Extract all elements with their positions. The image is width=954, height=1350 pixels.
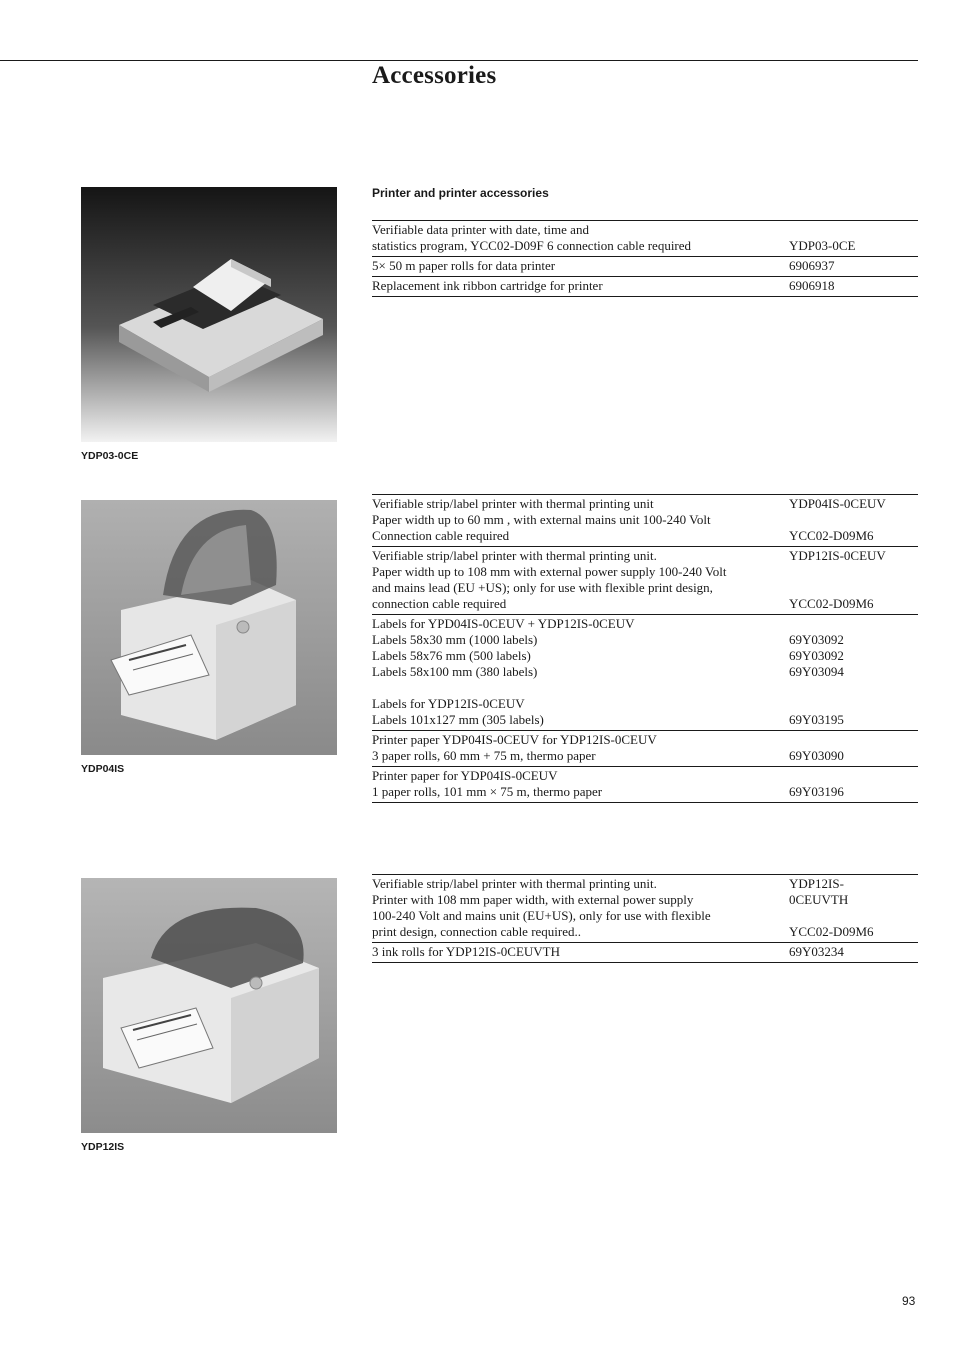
item-description: Printer paper for YDP04IS-0CEUV 1 paper rolls, 101 mm × 75 m, thermo paper [372,768,603,799]
item-description: Replacement ink ribbon cartridge for printer [372,278,603,293]
order-number: 69Y03092 69Y03092 69Y03094 69Y03195 [789,632,844,727]
item-description: Verifiable strip/label printer with thermal printing unit. Printer with 108 mm paper width, with external power supply 100-240 Volt and mains unit (EU+US), only for use with flexible print design, connection cable required.. [372,876,711,939]
order-number: 69Y03234 [789,944,844,959]
item-description: 3 ink rolls for YDP12IS-0CEUVTH [372,944,561,959]
accessories-table-label-printer [372,494,918,803]
item-description: Labels for YPD04IS-0CEUV + YDP12IS-0CEUV Labels 58x30 mm (1000 labels) Labels 58x76 mm (500 labels) Labels 58x100 mm (380 labels) Labels for YDP12IS-0CEUV Labels 101x127 mm (305 labels) [372,616,635,727]
label-printer-wide-photo [81,878,337,1133]
order-number: 6906918 [789,278,835,293]
section-heading: Printer and printer accessories [372,186,549,200]
photo-caption: YDP03-0CE [81,450,139,462]
item-description: Verifiable strip/label printer with thermal printing unit Paper width up to 60 mm , with external mains unit 100-240 Volt Connection cable required [372,496,711,543]
table-row [372,257,918,277]
order-number: YDP12IS-0CEUV YCC02-D09M6 [789,548,886,611]
table-row [372,943,918,963]
table-row [372,221,918,257]
table-row [372,875,918,943]
page-title: Accessories [372,62,497,89]
table-row [372,277,918,297]
top-rule [0,60,918,61]
order-number: YDP04IS-0CEUV YCC02-D09M6 [789,496,886,543]
table-row [372,547,918,615]
table-row [372,615,918,731]
table-row [372,731,918,767]
photo-caption: YDP12IS [81,1141,125,1153]
item-description: Printer paper YDP04IS-0CEUV for YDP12IS-0CEUV 3 paper rolls, 60 mm + 75 m, thermo paper [372,732,657,763]
item-description: 5× 50 m paper rolls for data printer [372,258,556,273]
table-row [372,495,918,547]
label-printer-photo [81,500,337,755]
order-number: 69Y03196 [789,784,844,799]
table-row [372,767,918,803]
data-printer-photo [81,187,337,442]
item-description: Verifiable strip/label printer with thermal printing unit. Paper width up to 108 mm with external power supply 100-240 Volt and mains lead (EU +US); only for use with flexible print design, connection cable required [372,548,727,611]
item-description: Verifiable data printer with date, time and statistics program, YCC02-D09F 6 connection cable required [372,222,692,253]
order-number: 69Y03090 [789,748,844,763]
photo-caption: YDP04IS [81,763,125,775]
order-number: YDP03-0CE [789,238,856,253]
page-number: 93 [902,1294,916,1308]
accessories-table-printer [372,220,918,297]
accessories-table-wide-label-printer [372,874,918,963]
order-number: YDP12IS- 0CEUVTH YCC02-D09M6 [789,876,874,939]
order-number: 6906937 [789,258,835,273]
